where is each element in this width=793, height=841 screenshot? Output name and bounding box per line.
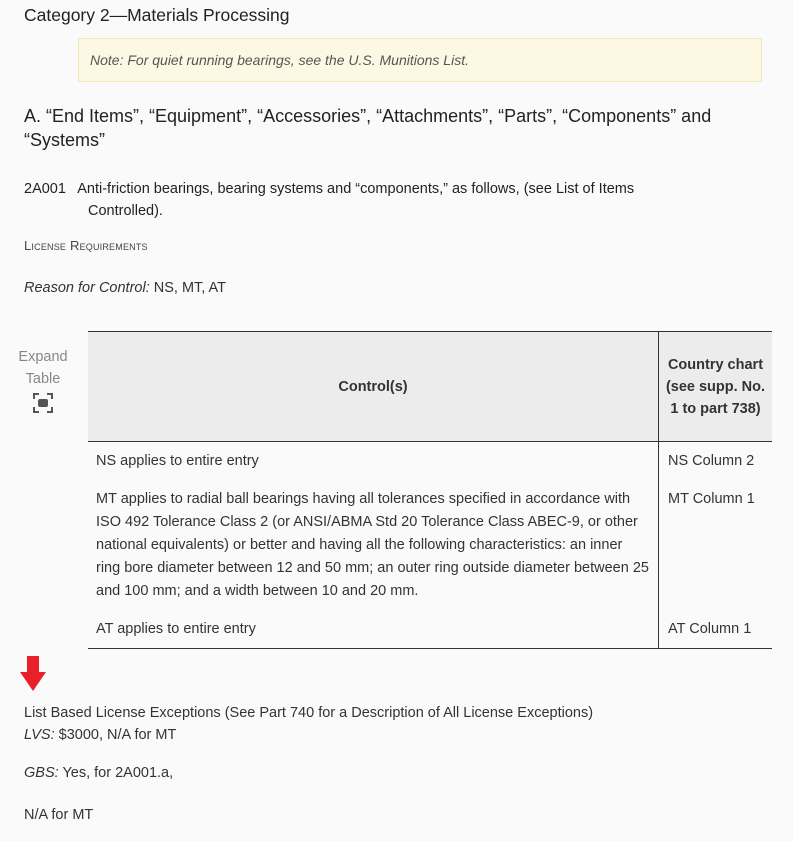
license-exceptions [24, 702, 593, 746]
header-controls: Control(s) [88, 332, 659, 442]
table-row [88, 610, 772, 649]
header-country-chart: Country chart (see supp. No. 1 to part 738) [659, 332, 773, 442]
munitions-note [78, 38, 762, 82]
gbs-value: Yes, for 2A001.a, [62, 765, 174, 781]
license-requirements-heading: License Requirements [24, 238, 148, 253]
country-cell: MT Column 1 [668, 491, 755, 507]
expand-icon [32, 392, 54, 414]
control-cell: MT applies to radial ball bearings having all tolerances specified in accordance with ISO 492 Tolerance Class 2 (or ANSI/ABMA Std 20 Tolerance Class ABEC-9, or other national equivalents) or better and having all the following characteristics: an inner ring bore diameter between 12 and 50 mm; an outer ring outside diameter between 25 and 100 mm; and a width between 10 and 20 mm. [88, 480, 659, 610]
license-exceptions-heading: List Based License Exceptions (See Part 740 for a Description of All License Exceptions) [24, 705, 594, 721]
expand-label-line1: Expand [18, 349, 68, 365]
entry-title-line1: Anti-friction bearings, bearing systems and “components,” as follows, (see List of Items [77, 181, 635, 197]
expand-table-button[interactable] [12, 346, 74, 414]
reason-label: Reason for Control: [24, 280, 150, 296]
country-cell: NS Column 2 [668, 453, 755, 469]
category-title: Category 2—Materials Processing [24, 5, 290, 25]
country-cell: AT Column 1 [659, 610, 773, 649]
gbs-line [24, 765, 173, 781]
entry-number: 2A001 [24, 181, 66, 197]
control-cell: AT applies to entire entry [88, 610, 659, 649]
table-row [88, 442, 772, 481]
na-for-mt: N/A for MT [24, 807, 94, 823]
control-table [88, 331, 772, 649]
note-text: Note: For quiet running bearings, see the U.S. Munitions List. [90, 52, 469, 68]
expand-label-line2: Table [25, 371, 61, 387]
entry-2a001 [24, 178, 724, 222]
table-row [88, 480, 772, 610]
section-a-heading: A. “End Items”, “Equipment”, “Accessories”, “Attachments”, “Parts”, “Components” and “Systems” [24, 106, 712, 150]
lvs-value: $3000, N/A for MT [58, 727, 177, 743]
entry-title-line2: Controlled). [88, 203, 163, 219]
gbs-label: GBS: [24, 765, 59, 781]
reason-for-control [24, 280, 226, 296]
down-arrow-icon [20, 656, 46, 692]
reason-value: NS, MT, AT [153, 280, 227, 296]
lvs-label: LVS: [24, 727, 55, 743]
control-cell: NS applies to entire entry [88, 442, 659, 481]
